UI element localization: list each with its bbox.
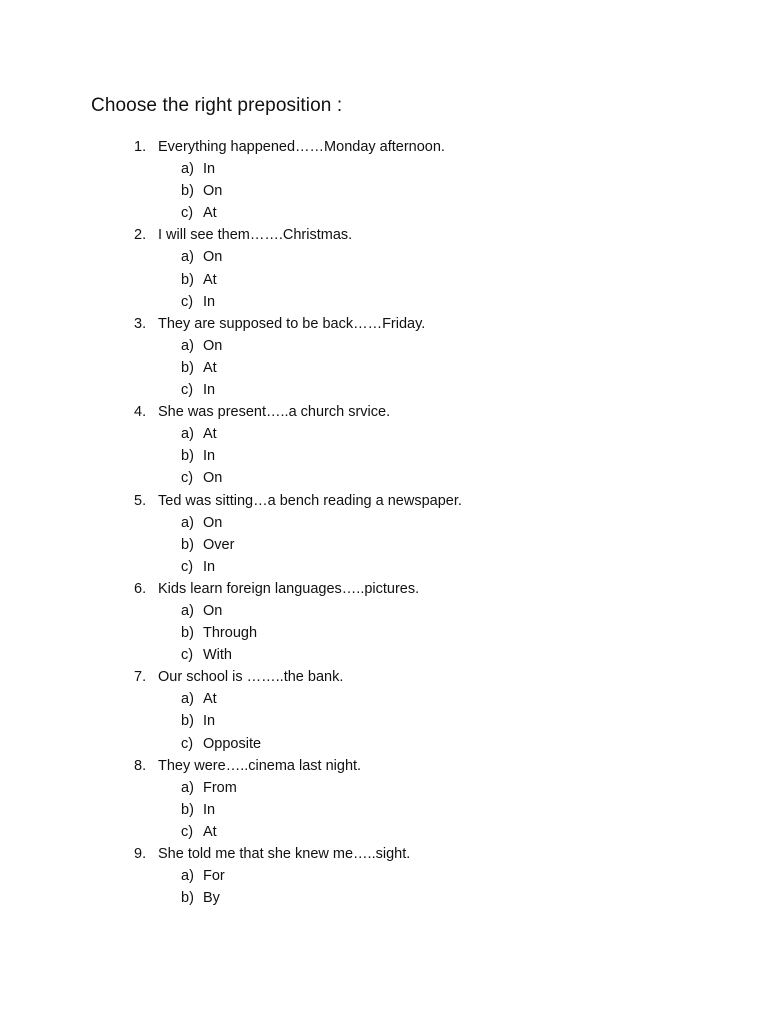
option-text: With: [203, 647, 232, 664]
answer-option: [134, 688, 462, 710]
option-letter: b): [181, 271, 194, 288]
option-letter: b): [181, 183, 194, 200]
answer-option: [134, 357, 462, 379]
option-letter: a): [181, 779, 194, 796]
answer-option: [134, 777, 462, 799]
question-item: [134, 755, 462, 843]
option-letter: c): [181, 205, 194, 222]
answer-option: [134, 423, 462, 445]
answer-option: [134, 534, 462, 556]
question-text: They were…..cinema last night.: [158, 757, 362, 774]
option-list: [134, 246, 462, 312]
option-text: On: [203, 602, 223, 619]
question-line: [134, 313, 462, 335]
answer-option: [134, 622, 462, 644]
option-list: [134, 423, 462, 489]
option-letter: c): [181, 823, 194, 840]
question-item: [134, 666, 462, 754]
answer-option: [134, 512, 462, 534]
option-text: At: [203, 426, 217, 443]
answer-option: [134, 335, 462, 357]
question-item: [134, 490, 462, 578]
option-letter: a): [181, 161, 194, 178]
option-text: At: [203, 205, 217, 222]
question-text: Our school is ……..the bank.: [158, 669, 344, 686]
answer-option: [134, 865, 462, 887]
option-text: On: [203, 514, 223, 531]
option-text: At: [203, 359, 217, 376]
option-text: In: [203, 161, 216, 178]
answer-option: [134, 379, 462, 401]
option-letter: c): [181, 735, 194, 752]
option-text: At: [203, 823, 217, 840]
question-text: Everything happened……Monday afternoon.: [158, 139, 445, 155]
option-letter: a): [181, 426, 194, 443]
option-text: Over: [203, 536, 235, 553]
answer-option: [134, 733, 462, 755]
question-number: 5.: [134, 492, 147, 509]
page-title: Choose the right preposition :: [91, 95, 343, 116]
question-number: 3.: [134, 315, 147, 332]
answer-option: [134, 246, 462, 268]
answer-option: [134, 291, 462, 313]
option-list: [134, 335, 462, 401]
question-line: [134, 578, 462, 600]
question-text: They are supposed to be back……Friday.: [158, 315, 426, 332]
option-text: In: [203, 448, 216, 465]
option-list: [134, 688, 462, 754]
question-line: [134, 843, 462, 865]
question-line: [134, 490, 462, 512]
question-text: I will see them…….Christmas.: [158, 227, 353, 244]
answer-option: [134, 158, 462, 180]
answer-option: [134, 710, 462, 732]
option-list: [134, 158, 462, 224]
option-letter: b): [181, 713, 194, 730]
option-letter: a): [181, 691, 194, 708]
answer-option: [134, 445, 462, 467]
option-letter: a): [181, 249, 194, 266]
question-number: 8.: [134, 757, 147, 774]
question-number: 7.: [134, 669, 147, 686]
option-letter: c): [181, 558, 194, 575]
answer-option: [134, 180, 462, 202]
question-item: [134, 136, 462, 224]
question-number: 2.: [134, 227, 147, 244]
question-line: [134, 755, 462, 777]
option-list: [134, 512, 462, 578]
question-item: [134, 224, 462, 312]
option-text: From: [203, 779, 237, 796]
option-letter: a): [181, 514, 194, 531]
question-text: Ted was sitting…a bench reading a newspaper.: [158, 492, 462, 509]
question-text: Kids learn foreign languages…..pictures.: [158, 580, 420, 597]
option-letter: c): [181, 382, 194, 399]
option-letter: b): [181, 359, 194, 376]
question-item: [134, 313, 462, 401]
option-text: On: [203, 337, 223, 354]
question-number: 9.: [134, 846, 147, 862]
option-letter: b): [181, 801, 194, 818]
answer-option: [134, 202, 462, 224]
option-text: On: [203, 470, 223, 487]
option-letter: a): [181, 337, 194, 354]
answer-option: [134, 821, 462, 843]
question-line: [134, 666, 462, 688]
question-item: [134, 578, 462, 666]
option-text: For: [203, 868, 225, 885]
option-text: Through: [203, 625, 258, 642]
option-text: On: [203, 183, 223, 200]
option-text: At: [203, 691, 217, 708]
question-line: [134, 224, 462, 246]
option-text: By: [203, 890, 220, 907]
question-number: 4.: [134, 404, 147, 421]
answer-option: [134, 799, 462, 821]
option-list: [134, 777, 462, 843]
question-item: [134, 843, 462, 909]
option-text: In: [203, 801, 216, 818]
answer-option: [134, 644, 462, 666]
question-text: She told me that she knew me…..sight.: [158, 846, 411, 862]
option-letter: b): [181, 890, 194, 907]
option-text: In: [203, 713, 216, 730]
option-letter: b): [181, 625, 194, 642]
option-letter: a): [181, 602, 194, 619]
question-number: 1.: [134, 139, 147, 155]
option-letter: a): [181, 868, 194, 885]
answer-option: [134, 556, 462, 578]
option-letter: c): [181, 470, 194, 487]
question-line: [134, 401, 462, 423]
answer-option: [134, 600, 462, 622]
option-text: In: [203, 293, 216, 310]
question-number: 6.: [134, 580, 147, 597]
option-letter: c): [181, 647, 194, 664]
option-list: [134, 600, 462, 666]
option-text: Opposite: [203, 735, 262, 752]
option-letter: c): [181, 293, 194, 310]
question-item: [134, 401, 462, 489]
option-letter: b): [181, 448, 194, 465]
question-text: She was present…..a church srvice.: [158, 404, 391, 421]
answer-option: [134, 887, 462, 909]
option-text: In: [203, 558, 216, 575]
question-list: [134, 136, 462, 909]
option-letter: b): [181, 536, 194, 553]
answer-option: [134, 269, 462, 291]
option-text: In: [203, 382, 216, 399]
answer-option: [134, 467, 462, 489]
option-text: At: [203, 271, 217, 288]
option-list: [134, 865, 462, 909]
option-text: On: [203, 249, 223, 266]
question-line: [134, 136, 462, 158]
